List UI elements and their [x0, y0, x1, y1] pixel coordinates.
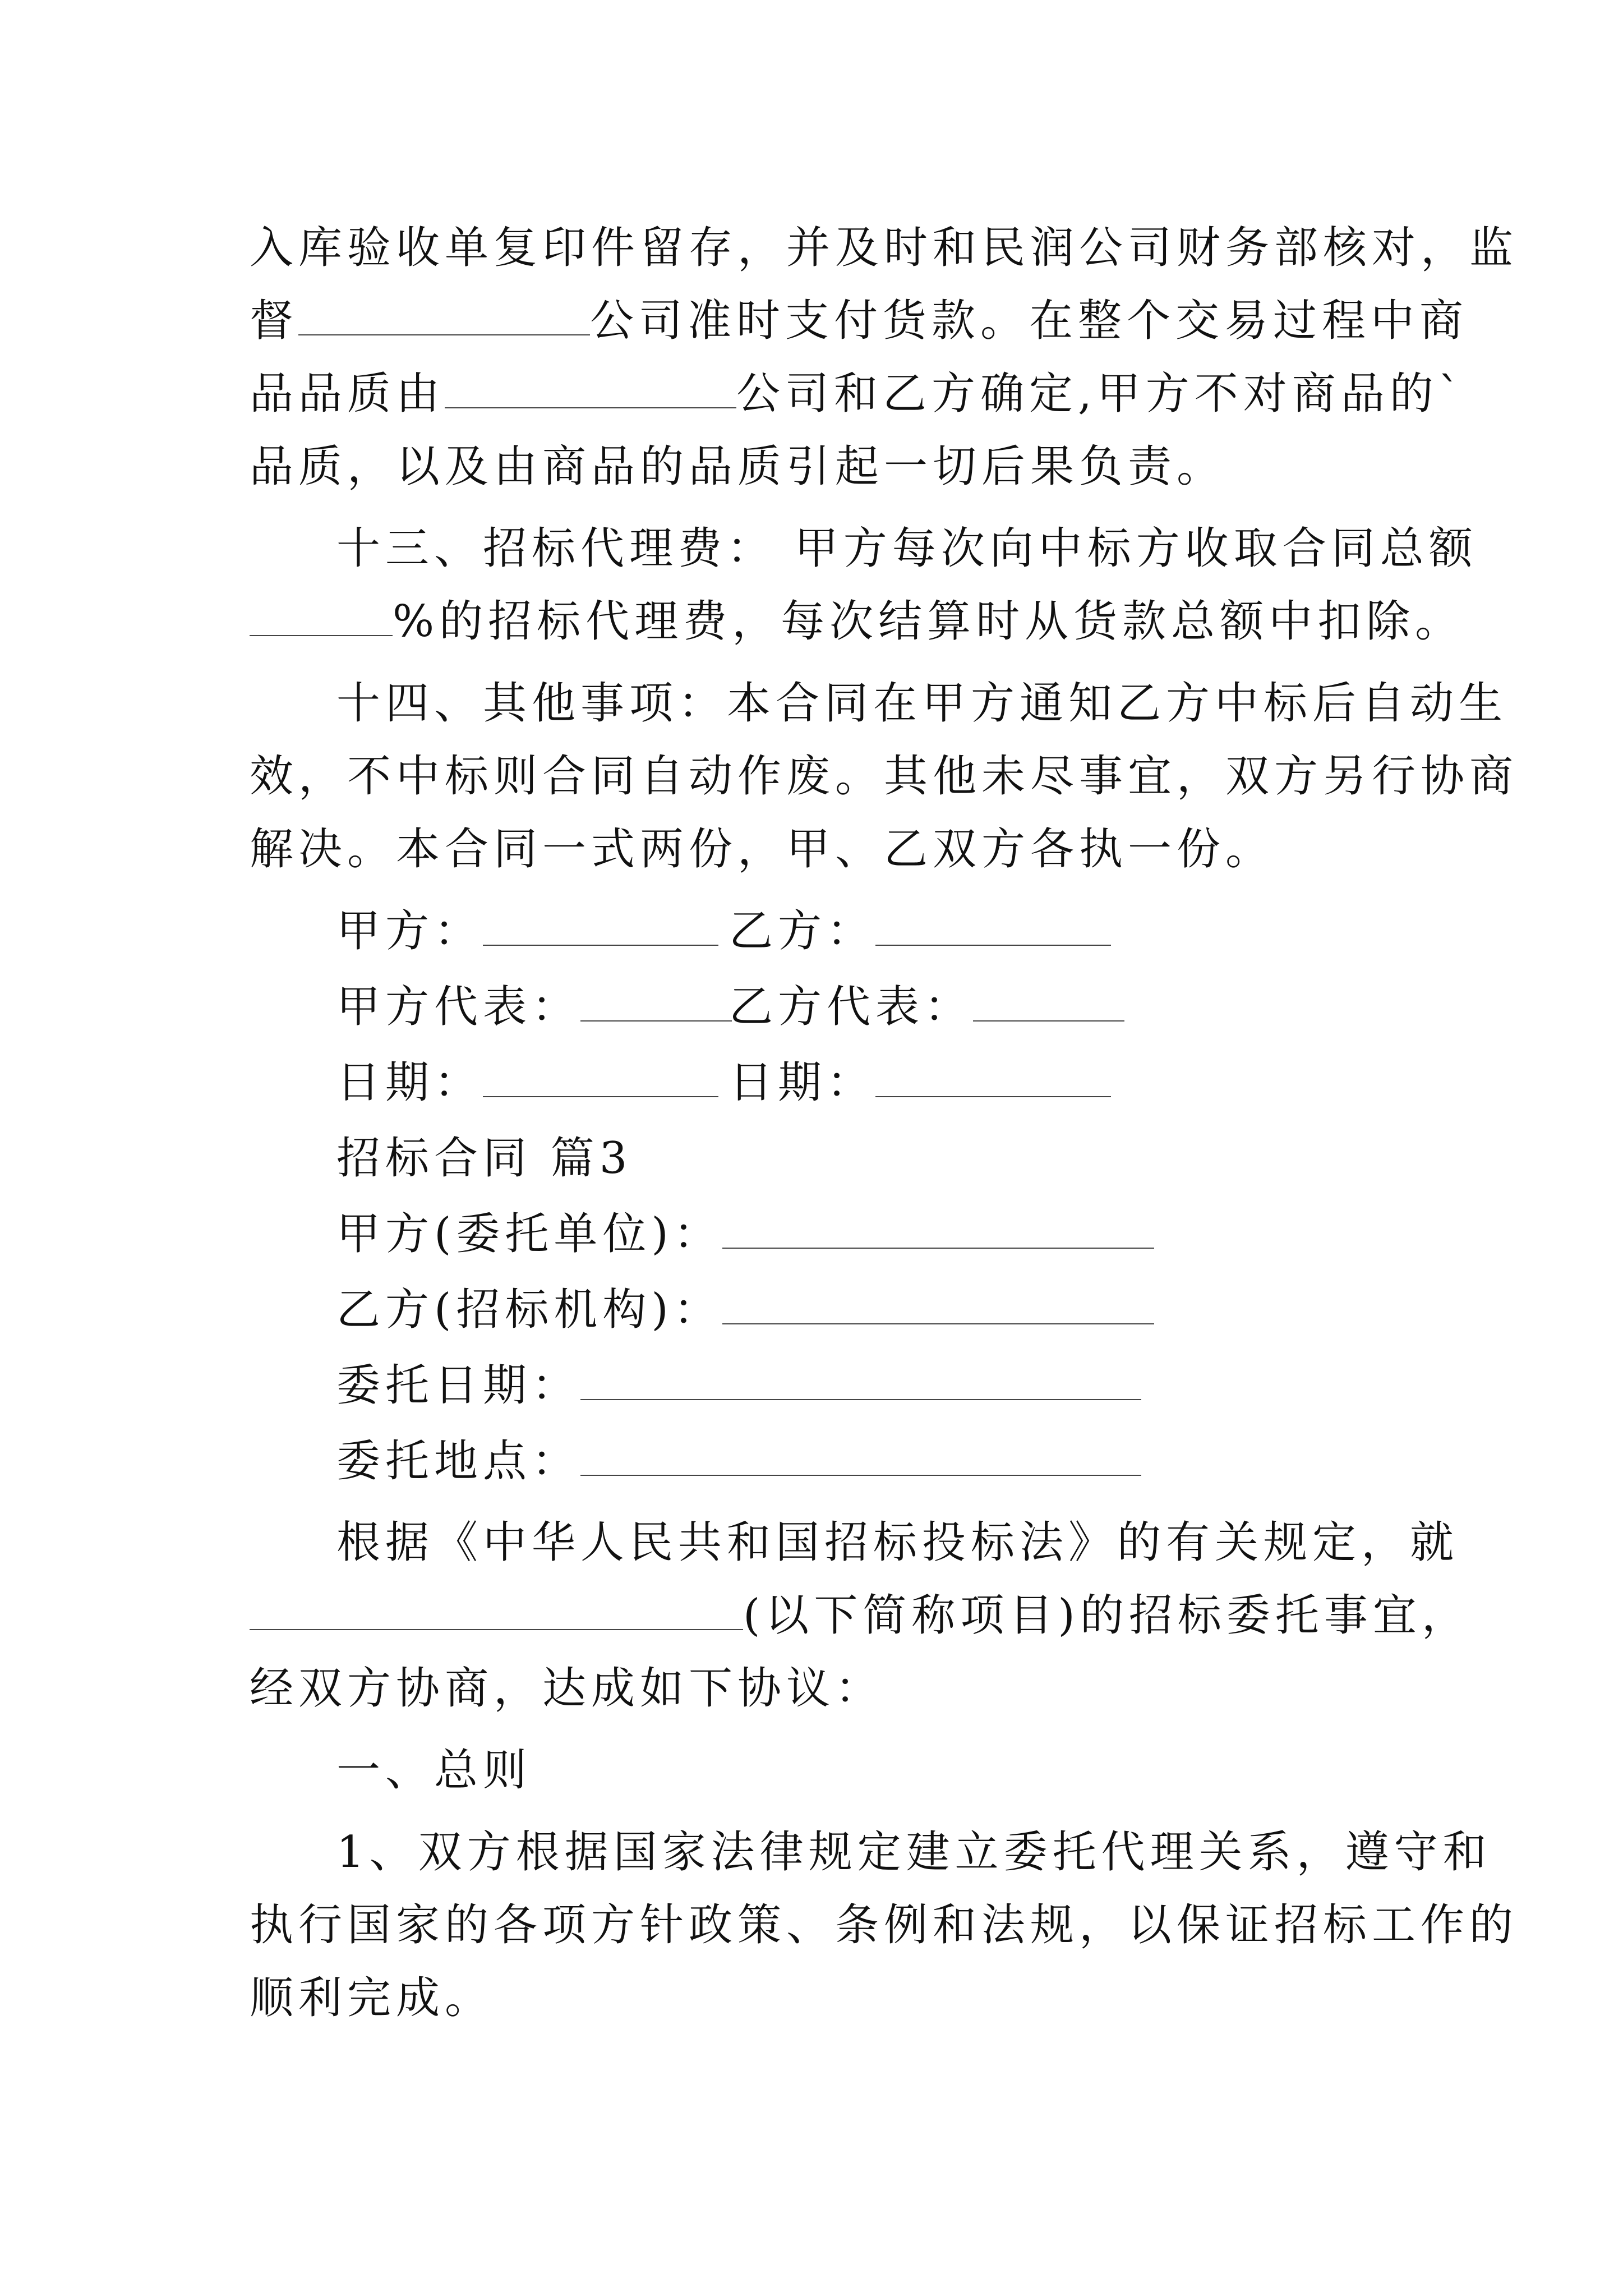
text-line	[250, 1897, 1518, 1953]
date-a-sign	[336, 1055, 718, 1111]
party-a-rep-blank	[580, 982, 732, 1022]
entrust-place-field	[336, 1433, 1141, 1489]
agency-party-field	[336, 1282, 1154, 1338]
text-span: 入库验收单复印件留存，并及时和民润公司财务部核对，监	[250, 223, 1519, 273]
text-span: 品品质由	[250, 369, 445, 419]
clause-14-heading: 十四、其他事项：本合同在甲方通知乙方中标后自动生	[336, 678, 1508, 729]
party-a-rep-sign	[336, 979, 732, 1035]
entrusting-party-label: 甲方(委托单位)：	[336, 1209, 722, 1259]
text-line	[336, 1742, 532, 1798]
entrusting-party-blank	[722, 1209, 1154, 1249]
party-a-label: 甲方：	[336, 906, 483, 956]
party-b-label: 乙方：	[729, 906, 876, 956]
text-span: 顺利完成。	[250, 1973, 494, 2023]
entrust-date-field	[336, 1358, 1141, 1414]
date-b-label: 日期：	[729, 1057, 876, 1108]
fill-in-blank	[445, 369, 736, 408]
text-span: 效，不中标则合同自动作废。其他未尽事宜，双方另行协商	[250, 751, 1519, 802]
date-a-blank	[483, 1058, 718, 1097]
text-span: 督	[250, 296, 299, 346]
text-line	[250, 220, 1518, 276]
text-line	[336, 1824, 1492, 1880]
text-line	[250, 1588, 1470, 1644]
text-span: 根据《中华人民共和国招标投标法》的有关规定，就	[336, 1517, 1459, 1568]
text-line	[250, 366, 1465, 422]
text-span: 公司和乙方确定,甲方不对商品的`	[736, 369, 1465, 419]
text-span: (以下简称项目)的招标委托事宜，	[743, 1590, 1470, 1641]
entrust-date-label: 委托日期：	[336, 1360, 581, 1411]
party-b-rep-sign	[729, 979, 1124, 1035]
entrusting-party-field	[336, 1206, 1154, 1262]
entrust-place-label: 委托地点：	[336, 1436, 581, 1487]
text-line	[336, 521, 1478, 577]
fill-in-blank	[250, 597, 393, 636]
agency-party-label: 乙方(招标机构)：	[336, 1285, 722, 1335]
agency-party-blank	[722, 1285, 1154, 1324]
text-span: 经双方协商，达成如下协议：	[250, 1663, 884, 1714]
date-b-blank	[875, 1058, 1111, 1097]
text-span: %的招标代理费，每次结算时从货款总额中扣除。	[393, 596, 1464, 647]
party-a-sign	[336, 903, 718, 959]
party-b-rep-label: 乙方代表：	[729, 982, 974, 1032]
section-title: 招标合同 篇3	[336, 1133, 633, 1184]
party-b-blank	[875, 907, 1111, 946]
text-line	[250, 748, 1518, 804]
party-a-blank	[483, 907, 718, 946]
date-b-sign	[729, 1055, 1111, 1111]
text-span: 执行国家的各项方针政策、条例和法规，以保证招标工作的	[250, 1900, 1519, 1950]
party-b-sign	[729, 903, 1111, 959]
text-line	[250, 293, 1468, 349]
section-heading	[336, 1130, 632, 1186]
party-a-rep-label: 甲方代表：	[336, 982, 581, 1032]
clause-13-heading: 十三、招标代理费： 甲方每次向中标方收取合同总额	[336, 523, 1478, 574]
party-b-rep-blank	[973, 982, 1124, 1022]
date-a-label: 日期：	[336, 1057, 483, 1108]
text-span: 品质，以及由商品的品质引起一切后果负责。	[250, 441, 1226, 492]
text-line	[336, 675, 1507, 731]
entrust-place-blank	[580, 1437, 1141, 1476]
text-line	[336, 1515, 1459, 1571]
text-span: 1、双方根据国家法律规定建立委托代理关系，遵守和	[336, 1827, 1492, 1878]
fill-in-blank	[298, 296, 590, 335]
entrust-date-blank	[580, 1361, 1141, 1400]
general-heading: 一、总则	[336, 1745, 532, 1796]
text-line	[250, 593, 1464, 650]
text-line	[250, 1660, 884, 1717]
project-name-blank	[250, 1591, 743, 1630]
text-line	[250, 439, 1225, 495]
text-line	[250, 821, 1274, 877]
text-line	[250, 1970, 494, 2026]
text-span: 公司准时支付货款。在整个交易过程中商	[590, 296, 1469, 346]
text-span: 解决。本合同一式两份，甲、乙双方各执一份。	[250, 824, 1275, 875]
